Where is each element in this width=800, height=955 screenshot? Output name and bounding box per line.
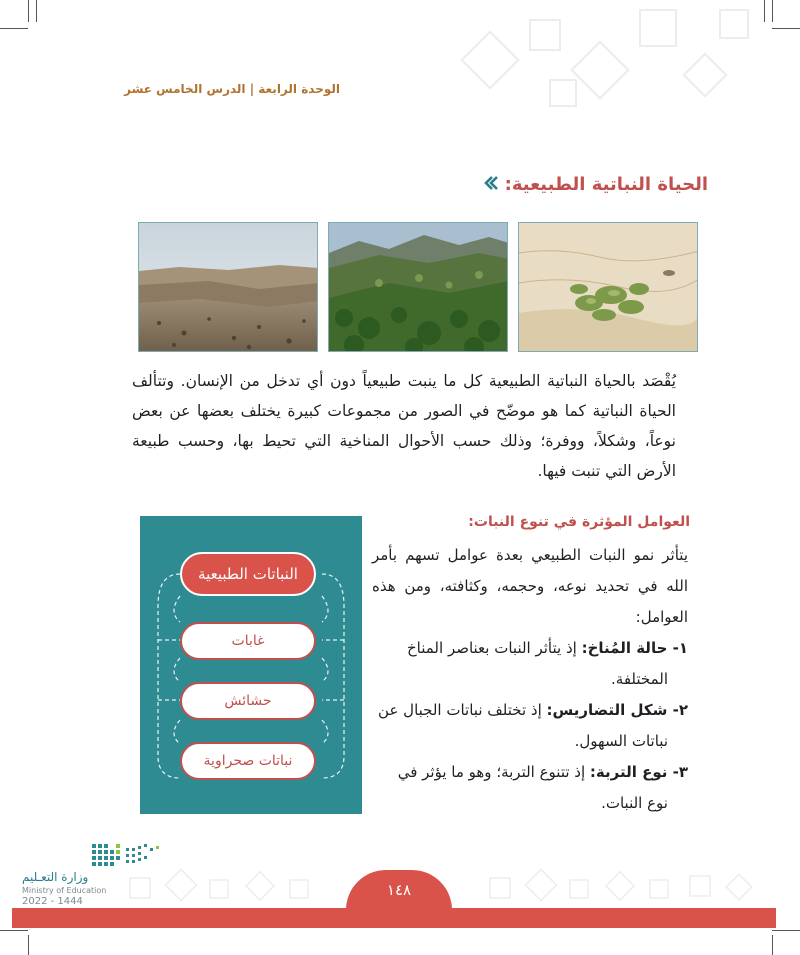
diagram-main-node: النباتات الطبيعية <box>180 552 316 596</box>
footer-bar <box>12 908 776 928</box>
diagram-node-desert-plants: نباتات صحراوية <box>180 742 316 780</box>
crop-mark <box>772 0 773 22</box>
crop-mark <box>28 0 29 22</box>
diagram-node-grasses: حشائش <box>180 682 316 720</box>
factors-intro: يتأثر نمو النبات الطبيعي بعدة عوامل تسهم بأمر الله في تحديد نوعه، وحجمه، وكثافته، ومن هذه العوامل: <box>372 546 688 626</box>
factor-label: ٢- شكل التضاريس: <box>546 701 688 719</box>
factors-text <box>372 540 688 819</box>
factor-label: ١- حالة المُناخ: <box>581 639 688 657</box>
desert-plant-photo <box>518 222 698 352</box>
crop-mark <box>0 28 28 29</box>
factor-label: ٣- نوع التربة: <box>589 763 688 781</box>
factor-item <box>372 695 688 726</box>
factor-continuation: المختلفة. <box>611 670 668 688</box>
factor-continuation: نوع النبات. <box>601 794 668 812</box>
rocky-plain-photo <box>138 222 318 352</box>
ministry-name-en: Ministry of Education <box>22 886 107 895</box>
crop-mark <box>772 935 773 955</box>
header-unit-lesson: الوحدة الرابعة | الدرس الخامس عشر <box>124 82 340 96</box>
crop-mark <box>0 930 28 931</box>
section-title-text: الحياة النباتية الطبيعية: <box>504 174 708 195</box>
factor-continuation: نباتات السهول. <box>574 732 668 750</box>
factor-text: إذ تتنوع التربة؛ وهو ما يؤثر في <box>397 763 590 781</box>
section-title <box>483 174 708 195</box>
ministry-logo-icon <box>56 842 166 868</box>
diagram-node-forests: غابات <box>180 622 316 660</box>
page-number: ١٤٨ <box>386 881 412 899</box>
factor-text: إذ يتأثر النبات بعناصر المناخ <box>406 639 582 657</box>
crop-mark <box>772 930 800 931</box>
ministry-name-ar: وزارة التعـليم <box>22 870 89 884</box>
decorative-pattern <box>450 0 770 130</box>
double-chevron-icon <box>483 175 499 195</box>
factor-text: إذ تختلف نباتات الجبال عن <box>378 701 547 719</box>
crop-mark <box>36 0 37 22</box>
crop-mark <box>772 28 800 29</box>
vegetation-diagram <box>140 516 362 814</box>
crop-mark <box>28 935 29 955</box>
factors-title: العوامل المؤثرة في تنوع النبات: <box>468 514 690 530</box>
forest-hills-photo <box>328 222 508 352</box>
factor-item <box>372 757 688 788</box>
ministry-year: 2022 - 1444 <box>22 896 83 907</box>
factor-item <box>372 633 688 664</box>
intro-paragraph: يُقْصَد بالحياة النباتية الطبيعية كل ما ينبت طبيعياً دون أي تدخل من الإنسان. وتتألف الحياة النباتية كما هو موضّح في الصور من مجموعات كبيرة يختلف بعضها عن بعض نوعاً، وشكلاً، ووفرة؛ وذلك حسب الأحوال المناخية التي تحيط بها، وحسب طبيعة الأرض التي تنبت فيها. <box>132 372 676 480</box>
